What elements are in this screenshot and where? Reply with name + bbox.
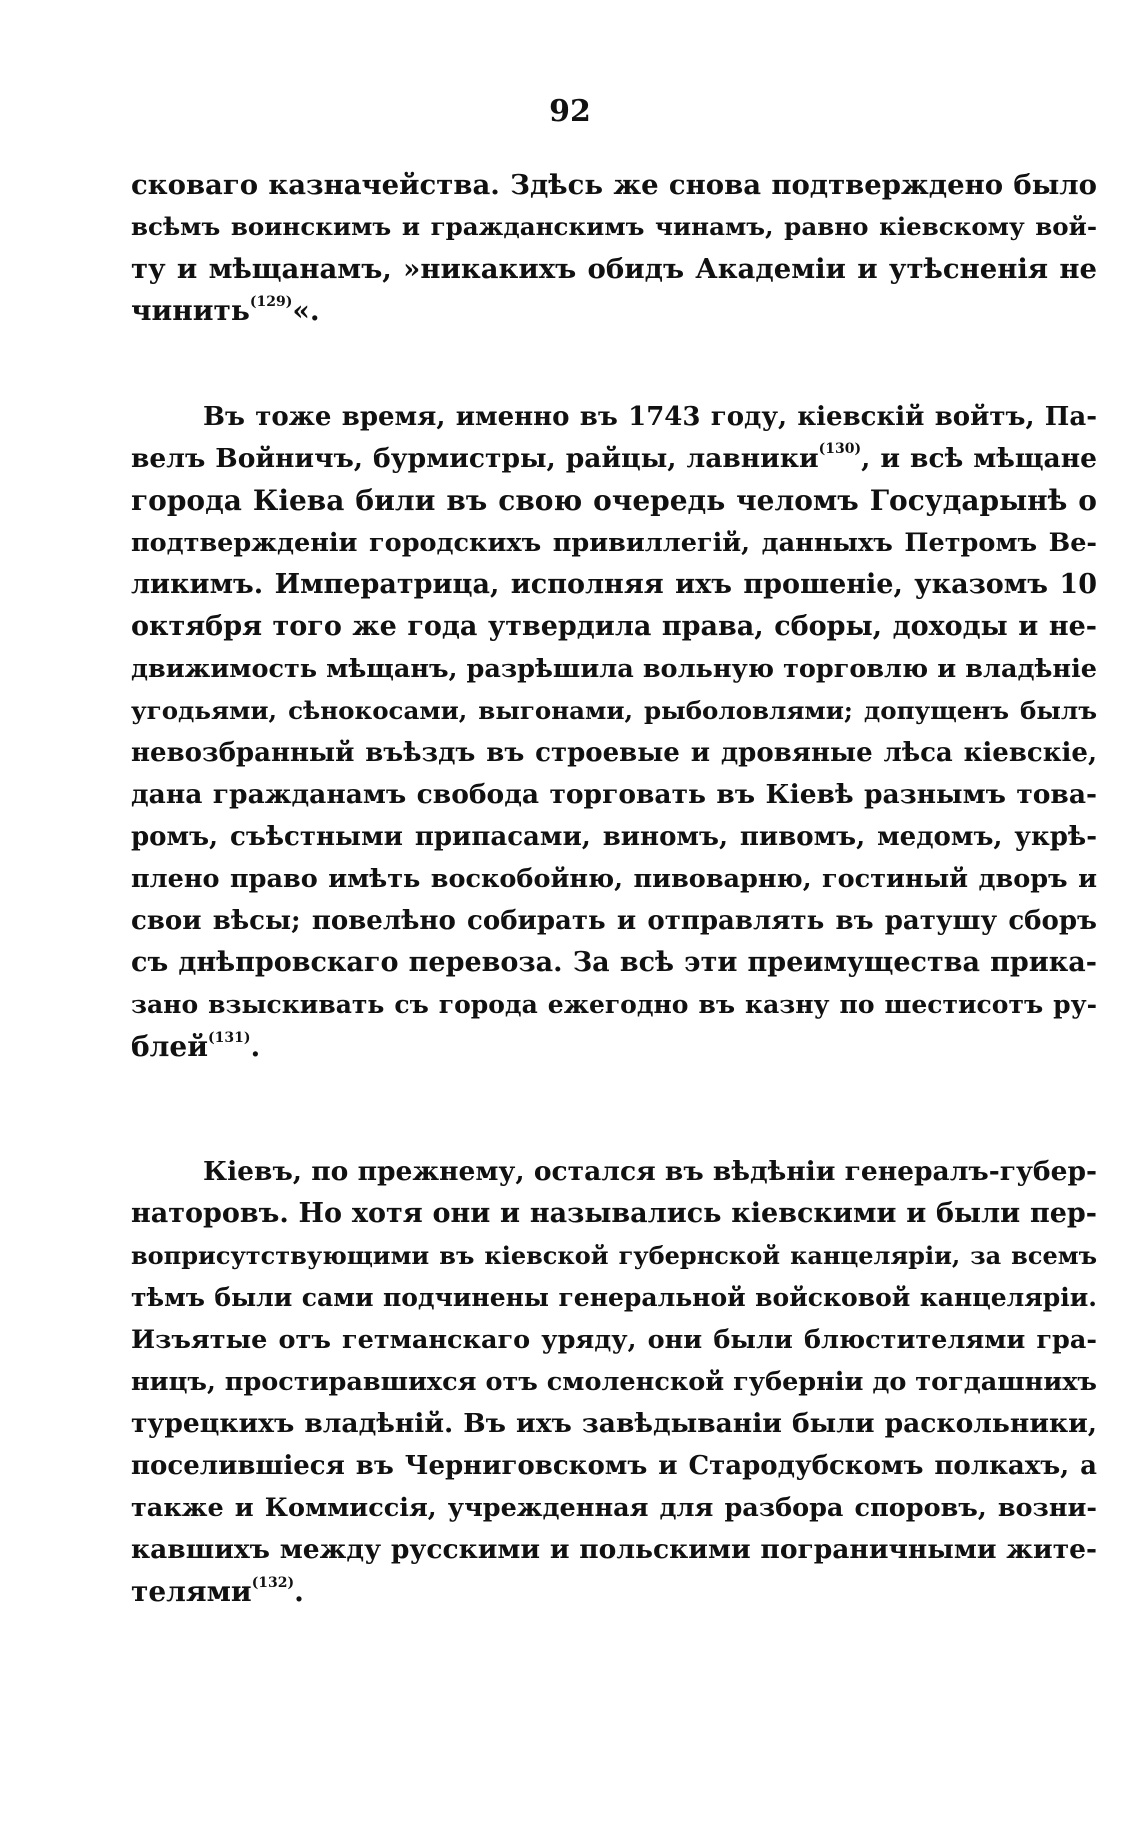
text-line: подтвержденіи городскихъ привиллегій, данныхъ Петромъ Ве-	[131, 528, 1097, 558]
text-line: Изъятые отъ гетманскаго уряду, они были блюстителями гра-	[131, 1325, 1097, 1355]
text-line: свои вѣсы; повелѣно собирать и отправлять въ ратушу сборъ	[131, 906, 1097, 936]
text-line: угодьями, сѣнокосами, выгонами, рыболовлями; допущенъ былъ	[131, 696, 1097, 725]
text-line	[131, 1026, 1097, 1068]
text-line: плено право имѣть воскобойню, пивоварню, гостиный дворъ и	[131, 864, 1097, 894]
footnote-ref-129: (129)	[249, 294, 293, 310]
text-line: дана гражданамъ свобода торговать въ Кіевѣ разнымъ това-	[131, 779, 1097, 810]
line-text: блей	[131, 1030, 208, 1063]
text-line	[131, 1571, 1097, 1613]
line-text: чинить	[131, 294, 250, 327]
text-line: ту и мѣщанамъ, »никакихъ обидъ Академіи и утѣсненія не	[131, 253, 1097, 285]
text-line: ницъ, простиравшихся отъ смоленской губерніи до тогдашнихъ	[131, 1367, 1097, 1397]
text-line	[131, 438, 1097, 480]
text-line: Въ тоже время, именно въ 1743 году, кіевскій войтъ, Па-	[203, 402, 1097, 432]
text-line: Кіевъ, по прежнему, остался въ вѣдѣніи генералъ-губер-	[203, 1156, 1097, 1187]
footnote-ref-132: (132)	[251, 1575, 295, 1591]
text-line: кавшихъ между русскими и польскими пограничными жите-	[131, 1534, 1097, 1565]
text-line: города Кіева били въ свою очередь челомъ Государынѣ о	[131, 484, 1097, 517]
line-text: велъ Войничъ, бурмистры, райцы, лавники	[131, 443, 819, 474]
footnote-ref-130: (130)	[818, 441, 862, 457]
line-tail: «.	[292, 294, 320, 327]
text-line: всѣмъ воинскимъ и гражданскимъ чинамъ, равно кіевскому вой-	[131, 212, 1097, 241]
line-tail: .	[294, 1575, 304, 1608]
line-tail: , и всѣ мѣщане	[861, 443, 1097, 474]
line-tail: .	[250, 1030, 261, 1063]
text-line: ромъ, съѣстными припасами, виномъ, пивомъ, медомъ, укрѣ-	[131, 822, 1097, 852]
line-text: телями	[131, 1575, 252, 1608]
text-line: октября того же года утвердила права, сборы, доходы и не-	[131, 611, 1097, 642]
text-line: тѣмъ были сами подчинены генеральной войсковой канцеляріи.	[131, 1283, 1097, 1312]
text-line: ликимъ. Императрица, исполняя ихъ прошеніе, указомъ 10	[131, 569, 1097, 600]
text-line: наторовъ. Но хотя они и назывались кіевскими и были пер-	[131, 1198, 1097, 1229]
paragraph-3	[131, 1151, 1097, 1613]
text-line: также и Коммиссія, учрежденная для разбора споровъ, возни-	[131, 1493, 1097, 1523]
text-line: съ днѣпровскаго перевоза. За всѣ эти преимущества прика-	[131, 947, 1097, 978]
text-line: турецкихъ владѣній. Въ ихъ завѣдываніи были раскольники,	[131, 1408, 1097, 1439]
paragraph-2	[131, 396, 1097, 1068]
text-line: движимость мѣщанъ, разрѣшила вольную торговлю и владѣніе	[131, 654, 1097, 684]
text-line	[131, 290, 1097, 332]
footnote-ref-131: (131)	[208, 1030, 251, 1046]
text-line: невозбранный въѣздъ въ строевые и дровяные лѣса кіевскіе,	[131, 738, 1097, 768]
text-line: зано взыскивать съ города ежегодно въ казну по шестисотъ ру-	[131, 990, 1097, 1019]
text-line: сковаго казначейства. Здѣсь же снова подтверждено было	[131, 169, 1097, 201]
text-line: поселившіеся въ Черниговскомъ и Стародубскомъ полкахъ, а	[131, 1451, 1097, 1481]
paragraph-1	[131, 164, 1097, 332]
text-line: воприсутствующими въ кіевской губернской канцеляріи, за всемъ	[131, 1241, 1097, 1270]
page-number: 92	[549, 94, 591, 129]
